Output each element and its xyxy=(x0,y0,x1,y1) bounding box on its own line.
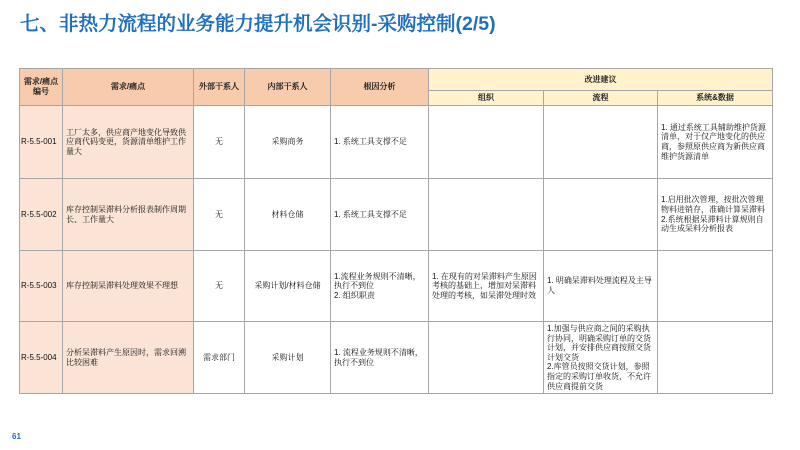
cell-organization xyxy=(429,179,544,251)
header-improvement: 改进建议 xyxy=(429,69,773,91)
cell-system-data: 1.启用批次管理，按批次管理物料进销存，准确计算呆滞料 2.系统根据呆滞料计算规则自动生成呆料分析报表 xyxy=(658,179,773,251)
cell-internal-stakeholder: 采购计划/材料仓储 xyxy=(245,251,331,322)
header-external-stakeholder: 外部干系人 xyxy=(194,69,245,106)
cell-external-stakeholder: 无 xyxy=(194,106,245,179)
cell-external-stakeholder: 需求部门 xyxy=(194,322,245,394)
cell-pain-point: 库存控制呆滞料分析报表制作周期长、工作量大 xyxy=(63,179,194,251)
cell-id: R-5.5-002 xyxy=(20,179,63,251)
cell-system-data: 1. 通过系统工具辅助维护货源清单，对于仅产地变化的供应商，参照原供应商为新供应商维护货源清单 xyxy=(658,106,773,179)
cell-id: R-5.5-001 xyxy=(20,106,63,179)
page-number: 61 xyxy=(12,432,21,441)
cell-root-cause: 1. 流程业务规则不清晰，执行不到位 xyxy=(331,322,429,394)
improvement-table xyxy=(19,68,773,394)
cell-organization: 1. 在现有的对呆滞料产生原因考核的基础上，增加对呆滞料处理的考核，如呆滞处理时效 xyxy=(429,251,544,322)
table-row xyxy=(20,251,773,322)
cell-id: R-5.5-004 xyxy=(20,322,63,394)
cell-root-cause: 1.流程业务规则不清晰，执行不到位 2. 组织职责 xyxy=(331,251,429,322)
cell-root-cause: 1. 系统工具支撑不足 xyxy=(331,179,429,251)
cell-system-data xyxy=(658,251,773,322)
header-pain-point: 需求/痛点 xyxy=(63,69,194,106)
table-row xyxy=(20,179,773,251)
header-organization: 组织 xyxy=(429,91,544,106)
cell-internal-stakeholder: 采购商务 xyxy=(245,106,331,179)
cell-id: R-5.5-003 xyxy=(20,251,63,322)
slide-title: 七、非热力流程的业务能力提升机会识别-采购控制(2/5) xyxy=(20,13,496,35)
cell-process: 1.加强与供应商之间的采购执行协同，明确采购订单的交货计划，并安排供应商按照交货计划交货 2.库管员按照交货计划，参照指定的采购订单收货，不允许供应商提前交货 xyxy=(544,322,658,394)
cell-process xyxy=(544,179,658,251)
cell-organization xyxy=(429,322,544,394)
cell-pain-point: 分析呆滞料产生原因时，需求回溯比较困难 xyxy=(63,322,194,394)
table-row xyxy=(20,322,773,394)
cell-process: 1. 明确呆滞料处理流程及主导人 xyxy=(544,251,658,322)
cell-organization xyxy=(429,106,544,179)
header-row xyxy=(20,69,773,91)
header-id: 需求/痛点编号 xyxy=(20,69,63,106)
header-internal-stakeholder: 内部干系人 xyxy=(245,69,331,106)
table-row xyxy=(20,106,773,179)
cell-process xyxy=(544,106,658,179)
header-system-data: 系统&数据 xyxy=(658,91,773,106)
header-process: 流程 xyxy=(544,91,658,106)
header-root-cause: 根因分析 xyxy=(331,69,429,106)
cell-external-stakeholder: 无 xyxy=(194,179,245,251)
cell-system-data xyxy=(658,322,773,394)
cell-root-cause: 1. 系统工具支撑不足 xyxy=(331,106,429,179)
cell-internal-stakeholder: 材料仓储 xyxy=(245,179,331,251)
cell-internal-stakeholder: 采购计划 xyxy=(245,322,331,394)
cell-external-stakeholder: 无 xyxy=(194,251,245,322)
cell-pain-point: 库存控制呆滞料处理效果不理想 xyxy=(63,251,194,322)
cell-pain-point: 工厂太多，供应商产地变化导致供应商代码变更，货源清单维护工作量大 xyxy=(63,106,194,179)
